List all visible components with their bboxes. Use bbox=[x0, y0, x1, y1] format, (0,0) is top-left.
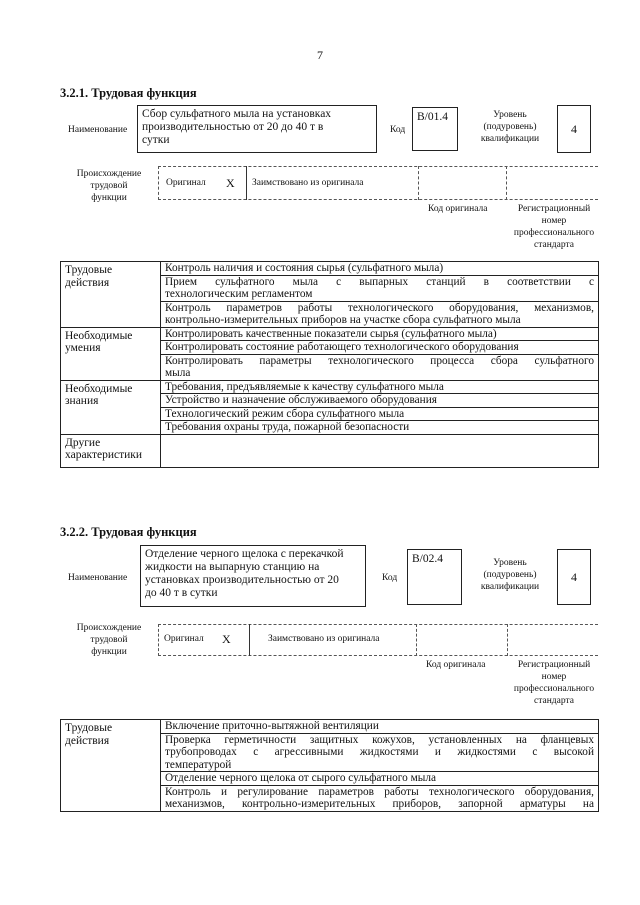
code-box: В/02.4 bbox=[407, 549, 462, 605]
table-row bbox=[61, 380, 599, 394]
origin-label-line: трудовой bbox=[90, 635, 128, 645]
original-mark: Х bbox=[222, 632, 231, 646]
item-line: технологическим регламентом bbox=[165, 288, 313, 300]
registration-number-label bbox=[508, 659, 600, 707]
item-cell bbox=[161, 434, 599, 467]
registration-number-label bbox=[508, 203, 600, 251]
name-line: установках производительностью от 20 bbox=[145, 574, 339, 586]
table-row bbox=[61, 262, 599, 276]
origin-divider bbox=[506, 166, 507, 200]
table-row bbox=[61, 720, 599, 734]
reg-label-line: профессионального bbox=[513, 684, 595, 694]
item-line: Контролировать состояние работающего технологического оборудования bbox=[165, 341, 519, 353]
origin-label-line: Происхождение bbox=[76, 169, 142, 179]
item-line: Прием сульфатного мыла с выпарных станций в соответствии с bbox=[165, 275, 594, 288]
origin-divider bbox=[158, 624, 159, 656]
item-line: температурой bbox=[165, 758, 232, 771]
reg-label-line: профессионального bbox=[513, 228, 595, 238]
item-cell bbox=[161, 720, 599, 734]
characteristics-table bbox=[60, 719, 599, 812]
origin-row-bottom-line bbox=[158, 199, 598, 200]
level-box: 4 bbox=[557, 549, 591, 605]
origin-divider bbox=[418, 166, 419, 200]
characteristics-table bbox=[60, 261, 599, 468]
item-cell bbox=[161, 785, 599, 811]
origin-label-line: функции bbox=[91, 193, 127, 203]
level-label bbox=[470, 109, 550, 145]
origin-divider bbox=[507, 624, 508, 656]
header-line: Необходимые bbox=[65, 329, 133, 342]
header-line: Трудовые bbox=[65, 264, 113, 276]
item-cell bbox=[161, 421, 599, 435]
function-name-box bbox=[137, 105, 377, 153]
group-header bbox=[61, 434, 161, 467]
level-label-line: квалификации bbox=[480, 134, 540, 144]
item-line: Требования, предъявляемые к качеству сульфатного мыла bbox=[165, 380, 444, 393]
level-label-line: Уровень bbox=[493, 558, 527, 568]
name-line: Сбор сульфатного мыла на установках bbox=[142, 108, 332, 120]
header-line: Трудовые bbox=[65, 722, 113, 734]
item-cell bbox=[161, 733, 599, 772]
item-cell bbox=[161, 301, 599, 327]
name-line: сутки bbox=[142, 134, 170, 146]
reg-label-line: номер bbox=[541, 216, 567, 226]
header-line: знания bbox=[65, 395, 99, 407]
item-cell bbox=[161, 341, 599, 355]
origin-row-bottom-line bbox=[158, 655, 598, 656]
item-line: Технологический режим сбора сульфатного мыла bbox=[165, 407, 405, 420]
borrowed-label: Заимствовано из оригинала bbox=[252, 178, 364, 188]
group-header bbox=[61, 720, 161, 812]
item-line: Устройство и назначение обслуживаемого оборудования bbox=[165, 394, 437, 406]
name-label: Наименование bbox=[68, 125, 128, 135]
table-row bbox=[61, 327, 599, 341]
name-line: до 40 т в сутки bbox=[145, 587, 218, 599]
origin-label bbox=[70, 168, 148, 204]
item-line: Отделение черного щелока от сырого сульфатного мыла bbox=[165, 772, 436, 784]
header-line: Необходимые bbox=[65, 382, 133, 395]
level-label-line: Уровень bbox=[493, 110, 527, 120]
header-line: умения bbox=[65, 342, 101, 354]
origin-divider bbox=[158, 166, 159, 200]
item-cell bbox=[161, 327, 599, 341]
code-label: Код bbox=[390, 125, 406, 135]
item-line: Требования охраны труда, пожарной безопасности bbox=[165, 421, 410, 433]
origin-row-top-line bbox=[158, 624, 598, 625]
level-label-line: (подуровень) bbox=[483, 122, 537, 132]
level-label-line: квалификации bbox=[480, 582, 540, 592]
name-line: производительностью от 20 до 40 т в bbox=[142, 121, 324, 133]
item-line: мыла bbox=[165, 367, 191, 379]
group-header bbox=[61, 262, 161, 328]
function-name-box bbox=[140, 545, 366, 607]
origin-label-line: функции bbox=[91, 647, 127, 657]
item-line: Контролировать качественные показатели сырья (сульфатного мыла) bbox=[165, 327, 497, 340]
code-label: Код bbox=[382, 573, 398, 583]
item-line: контрольно-измерительных приборов на участке сбора сульфатного мыла bbox=[165, 314, 521, 326]
reg-label-line: стандарта bbox=[534, 696, 574, 706]
item-line: Контроль наличия и состояния сырья (сульфатного мыла) bbox=[165, 262, 444, 274]
reg-label-line: номер bbox=[541, 672, 567, 682]
item-line: Контроль параметров работы технологического оборудования, механизмов, bbox=[165, 301, 594, 314]
borrowed-label: Заимствовано из оригинала bbox=[268, 634, 380, 644]
origin-row-top-line bbox=[158, 166, 598, 167]
header-line: действия bbox=[65, 276, 110, 289]
original-label: Оригинал bbox=[164, 634, 204, 644]
original-label: Оригинал bbox=[166, 178, 206, 188]
table-row bbox=[61, 434, 599, 467]
group-header bbox=[61, 327, 161, 380]
reg-label-line: стандарта bbox=[534, 240, 574, 250]
item-line: механизмов, контрольно-измерительных приборов, запорной арматуры на bbox=[165, 798, 594, 810]
reg-label-line: Регистрационный bbox=[517, 660, 591, 670]
header-line: Другие bbox=[65, 436, 101, 449]
item-cell bbox=[161, 394, 599, 408]
level-label-line: (подуровень) bbox=[483, 570, 537, 580]
header-line: характеристики bbox=[65, 449, 143, 461]
origin-label bbox=[70, 622, 148, 658]
item-line: Контролировать параметры технологического процесса сбора сульфатного bbox=[165, 354, 594, 367]
item-cell bbox=[161, 407, 599, 421]
item-line: Контроль и регулирование параметров работы технологического оборудования, bbox=[165, 785, 594, 798]
section-title: 3.2.1. Трудовая функция bbox=[60, 86, 197, 100]
level-label bbox=[470, 557, 550, 593]
section-title: 3.2.2. Трудовая функция bbox=[60, 525, 197, 539]
level-box: 4 bbox=[557, 105, 591, 153]
reg-label-line: Регистрационный bbox=[517, 204, 591, 214]
item-cell bbox=[161, 262, 599, 276]
original-code-label: Код оригинала bbox=[426, 660, 486, 670]
item-cell bbox=[161, 380, 599, 394]
group-header bbox=[61, 380, 161, 434]
origin-divider bbox=[416, 624, 417, 656]
origin-label-line: трудовой bbox=[90, 181, 128, 191]
item-cell bbox=[161, 772, 599, 786]
page-number: 7 bbox=[317, 48, 323, 62]
original-code-label: Код оригинала bbox=[428, 204, 488, 214]
origin-label-line: Происхождение bbox=[76, 623, 142, 633]
item-cell bbox=[161, 354, 599, 380]
original-mark: Х bbox=[226, 176, 235, 190]
item-line: Проверка герметичности защитных кожухов, установленных на фланцевых bbox=[165, 733, 594, 746]
code-box: В/01.4 bbox=[412, 107, 458, 151]
item-line: Включение приточно-вытяжной вентиляции bbox=[165, 720, 379, 732]
item-cell bbox=[161, 275, 599, 301]
name-line: Отделение черного щелока с перекачкой bbox=[145, 548, 344, 560]
origin-divider bbox=[249, 624, 250, 656]
name-line: жидкости на выпарную станцию на bbox=[145, 561, 320, 573]
origin-divider bbox=[246, 166, 247, 200]
name-label: Наименование bbox=[68, 573, 128, 583]
header-line: действия bbox=[65, 734, 110, 747]
item-line: трубопроводах с агрессивными жидкостями и жидкостями с высокой bbox=[165, 746, 594, 758]
